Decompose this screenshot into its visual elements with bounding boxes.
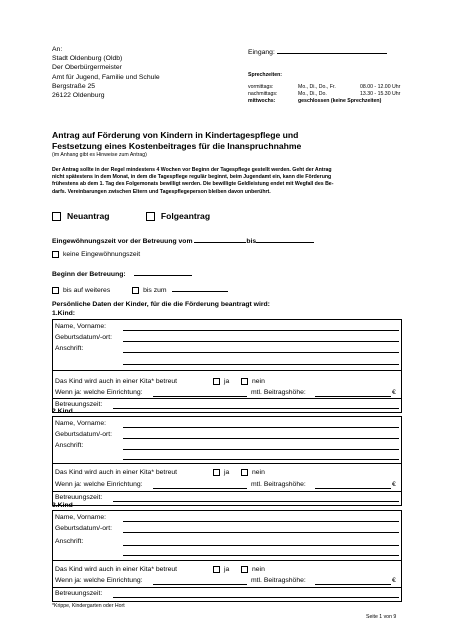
kita-nein-checkbox[interactable] (241, 378, 248, 385)
name-label: Name, Vorname: (55, 420, 106, 427)
folgeantrag-option[interactable] (146, 211, 210, 221)
kita-label: Das Kind wird auch in einer Kita* betreut (55, 566, 178, 573)
eingewoehnung-row (52, 234, 412, 246)
kita-nein-checkbox[interactable] (241, 566, 248, 573)
kind-section (52, 416, 402, 506)
betreuungszeit-label: Betreuungszeit: (55, 494, 103, 501)
kita-ja-checkbox[interactable] (213, 469, 220, 476)
intro-line: Der Antrag sollte in der Regel mindestens 4 Wochen vor Beginn der Tagespflege gestellt werden. Geht der Antrag (52, 167, 332, 173)
bis-zum-line[interactable] (172, 283, 228, 292)
beitrag-input[interactable] (315, 396, 391, 397)
eingang-line[interactable] (277, 45, 387, 54)
sprechzeiten-title: Sprechzeiten: (248, 72, 283, 78)
sprechzeit-when: mittwochs: (248, 98, 276, 104)
address-line: Stadt Oldenburg (Oldb) (52, 55, 123, 63)
neuantrag-label: Neuantrag (67, 211, 110, 221)
kind-heading: 3.Kind (52, 502, 73, 509)
address-line: 26122 Oldenburg (52, 92, 105, 100)
kind-section (52, 319, 402, 413)
euro-label: € (392, 577, 396, 584)
anschrift-input-2[interactable] (123, 364, 399, 365)
address-line: Der Oberbürgermeister (52, 64, 122, 72)
kind-section (52, 510, 402, 602)
kita-ja-label: ja (224, 378, 230, 385)
betreuungszeit-input[interactable] (113, 408, 399, 409)
sprechzeit-days: Mo., Di., Do. (298, 91, 327, 97)
kita-nein-label: nein (252, 469, 265, 476)
intro-line: darfs. Vereinbarungen zwischen Eltern und Tagespflegeperson bleiben davon unberührt. (52, 188, 271, 195)
einrichtung-label: Wenn ja: welche Einrichtung: (55, 481, 143, 488)
kita-nein-option[interactable] (241, 377, 265, 386)
kita-nein-checkbox[interactable] (241, 469, 248, 476)
einrichtung-input[interactable] (153, 396, 247, 397)
beitrag-label: mtl. Beitragshöhe: (251, 389, 306, 396)
footnote: *Krippe, Kindergarten oder Hort (52, 603, 125, 609)
geburt-input[interactable] (123, 438, 399, 439)
einrichtung-label: Wenn ja: welche Einrichtung: (55, 389, 143, 396)
sprechzeit-days: Mo., Di., Do., Fr. (298, 84, 336, 90)
eingewoehnung-to-line[interactable] (256, 234, 314, 243)
betreuungszeit-label: Betreuungszeit: (55, 590, 103, 597)
bis-zum-option[interactable] (132, 287, 168, 294)
page-number: Seite 1 von 9 (366, 614, 397, 620)
anschrift-input[interactable] (123, 352, 399, 353)
sprechzeit-days: geschlossen (keine Sprechzeiten) (298, 98, 382, 104)
kita-nein-label: nein (252, 378, 265, 385)
kita-nein-option[interactable] (241, 565, 265, 574)
form-title (52, 130, 301, 152)
kita-nein-label: nein (252, 566, 265, 573)
name-input[interactable] (123, 427, 399, 428)
form-title-line: Antrag auf Förderung von Kindern in Kindertagespflege und (52, 130, 299, 140)
euro-label: € (392, 389, 396, 396)
kita-ja-checkbox[interactable] (213, 566, 220, 573)
sprechzeit-when: nachmittags: (248, 91, 278, 97)
kita-label: Das Kind wird auch in einer Kita* betreut (55, 469, 178, 476)
kita-ja-option[interactable] (213, 468, 229, 477)
kind-heading: 1.Kind: (52, 310, 76, 317)
betreuungszeit-label: Betreuungszeit: (55, 401, 103, 408)
intro-line: frühestens ab dem 1. Tag des Folgemonats bewilligt werden. Die bewilligte Geldleistung endet mit Wegfall des Be- (52, 181, 334, 188)
anschrift-input-2[interactable] (123, 459, 399, 460)
betreuungszeit-input[interactable] (113, 597, 399, 598)
name-input[interactable] (123, 521, 399, 522)
keine-eingewoehnung-option[interactable] (52, 250, 140, 259)
address-block (52, 45, 232, 100)
bis-auf-weiteres-checkbox[interactable] (52, 287, 59, 294)
kind-heading: 2.Kind (52, 408, 73, 415)
address-line: Amt für Jugend, Familie und Schule (52, 73, 160, 81)
kita-ja-option[interactable] (213, 377, 229, 386)
beitrag-input[interactable] (315, 584, 391, 585)
name-input[interactable] (123, 330, 399, 331)
anschrift-input[interactable] (123, 449, 399, 450)
eingewoehnung-bis: bis (246, 238, 257, 245)
address-line: Bergstraße 25 (52, 82, 96, 90)
anschrift-input[interactable] (123, 545, 399, 546)
geburt-label: Geburtsdatum/-ort: (55, 334, 113, 341)
geburt-label: Geburtsdatum/-ort: (55, 525, 113, 532)
keine-eingewoehnung-label: keine Eingewöhnungszeit (63, 251, 141, 258)
kita-ja-label: ja (224, 566, 230, 573)
beitrag-label: mtl. Beitragshöhe: (251, 481, 306, 488)
beginn-label: Beginn der Betreuung: (52, 271, 126, 278)
sprechzeit-time: 13.30 - 15.30 Uhr (360, 91, 401, 97)
folgeantrag-label: Folgeantrag (160, 211, 211, 221)
kita-ja-option[interactable] (213, 565, 229, 574)
einrichtung-input[interactable] (153, 584, 247, 585)
euro-label: € (392, 481, 396, 488)
form-title-note: (im Anhang gibt es Hinweise zum Antrag) (52, 152, 147, 158)
kita-nein-option[interactable] (241, 468, 265, 477)
kita-label: Das Kind wird auch in einer Kita* betreut (55, 378, 178, 385)
neuantrag-option[interactable] (52, 211, 112, 221)
keine-eingewoehnung-checkbox[interactable] (52, 251, 59, 258)
kita-ja-checkbox[interactable] (213, 378, 220, 385)
intro-paragraph (52, 167, 402, 196)
geburt-input[interactable] (123, 532, 399, 533)
bis-auf-weiteres-option[interactable] (52, 287, 112, 294)
bis-zum-label: bis zum (143, 287, 167, 294)
eingewoehnung-from-line[interactable] (194, 234, 246, 243)
anschrift-input-2[interactable] (123, 555, 399, 556)
anschrift-label: Anschrift: (55, 442, 84, 449)
anschrift-label: Anschrift: (55, 345, 84, 352)
geburt-label: Geburtsdatum/-ort: (55, 431, 113, 438)
geburt-input[interactable] (123, 341, 399, 342)
sprechzeiten-table (248, 84, 418, 105)
beginn-line[interactable] (134, 267, 192, 276)
eingewoehnung-label: Eingewöhnungszeit vor der Betreuung vom (52, 238, 193, 245)
kinder-heading: Persönliche Daten der Kinder, für die die Förderung beantragt wird: (52, 301, 270, 308)
sprechzeit-when: vormittags: (248, 84, 274, 90)
name-label: Name, Vorname: (55, 514, 106, 521)
name-label: Name, Vorname: (55, 323, 106, 330)
intro-line: nicht spätestens in dem Monat, in dem die Tagespflege regulär beginnt, beim Jugendamt ein, kann die Förderung (52, 174, 332, 181)
folgeantrag-checkbox[interactable] (146, 212, 155, 221)
sprechzeit-time: 08.00 - 12.00 Uhr (360, 84, 401, 90)
bis-zum-checkbox[interactable] (132, 287, 139, 294)
anschrift-label: Anschrift: (55, 538, 84, 545)
antragsart (52, 211, 210, 221)
beitrag-input[interactable] (315, 488, 391, 489)
neuantrag-checkbox[interactable] (52, 212, 61, 221)
beitrag-label: mtl. Beitragshöhe: (251, 577, 306, 584)
eingang-label: Eingang: (248, 49, 275, 56)
address-label: An: (52, 46, 63, 53)
einrichtung-input[interactable] (153, 488, 247, 489)
betreuungszeit-input[interactable] (113, 501, 399, 502)
kita-ja-label: ja (224, 469, 230, 476)
einrichtung-label: Wenn ja: welche Einrichtung: (55, 577, 143, 584)
bis-auf-weiteres-label: bis auf weiteres (63, 287, 111, 294)
beginn-options (52, 283, 228, 295)
eingang-field[interactable] (248, 45, 398, 57)
beginn-row (52, 267, 192, 279)
form-title-line: Festsetzung eines Kostenbeitrages für die Inanspruchnahme (52, 141, 302, 151)
